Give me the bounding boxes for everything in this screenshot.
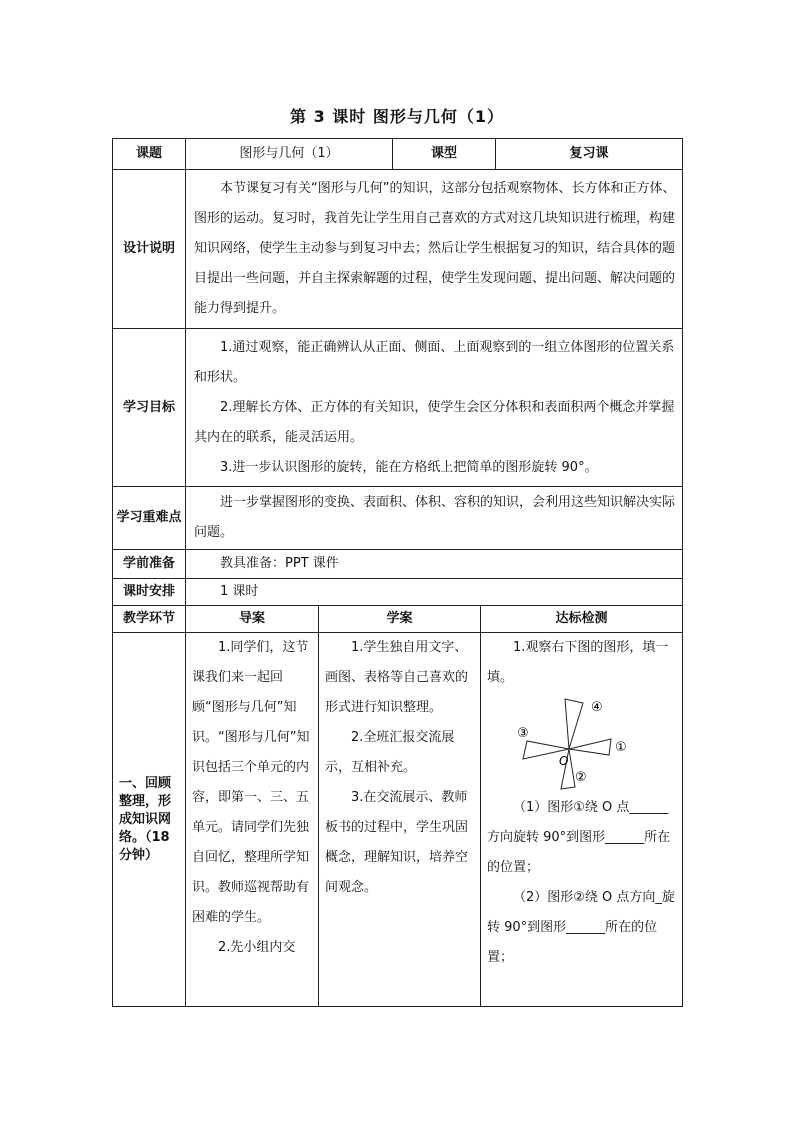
section1-check-q2: （2）图形②绕 O 点方向_旋转 90°到图形______所在的位置； — [487, 890, 675, 965]
section1-guide-1: 1.同学们，这节课我们来一起回顾“图形与几何”知识。“图形与几何”知识包括三个单元的内容，即第一、三、五单元。请同学们先独自回忆，整理所学知识。教师巡视帮助有困难的学生。 — [192, 640, 310, 925]
goals-label: 学习目标 — [113, 329, 186, 487]
figure-label-o: O — [559, 754, 569, 768]
figure-shape-4 — [565, 699, 583, 749]
prep-text: 教具准备：PPT 课件 — [220, 556, 339, 571]
figure-shape-1 — [569, 739, 611, 755]
column-check-header: 达标检测 — [481, 606, 683, 633]
prep-label: 学前准备 — [113, 550, 186, 579]
rotation-figure — [481, 693, 682, 793]
section1-stage: 一、回顾整理，形成知识网络。（18分钟） — [113, 633, 186, 1007]
schedule-row — [113, 579, 683, 606]
figure-label-4: ④ — [591, 700, 603, 715]
goal-item-3: 3.进一步认识图形的旋转，能在方格纸上把简单的图形旋转 90°。 — [220, 459, 598, 475]
section1-study-2: 2.全班汇报交流展示，互相补充。 — [325, 730, 455, 775]
design-label: 设计说明 — [113, 170, 186, 329]
section1-guide-2: 2.先小组内交 — [218, 940, 296, 955]
topic-row — [113, 139, 683, 170]
type-label: 课型 — [393, 139, 496, 170]
column-stage-header: 教学环节 — [113, 606, 186, 633]
topic-label: 课题 — [113, 139, 186, 170]
design-text: 本节课复习有关“图形与几何”的知识，这部分包括观察物体、长方体和正方体、图形的运动。复习时，我首先让学生用自己喜欢的方式对这几块知识进行梳理，构建知识网络，使学生主动参与到复习中去；然后让学生根据复习的知识，结合具体的题目提出一些问题，并自主探索解题的过程，使学生发现问题、提出问题、解决问题的能力得到提升。 — [194, 181, 676, 316]
keypoints-label: 学习重难点 — [113, 487, 186, 550]
section1-study-1: 1.学生独自用文字、画图、表格等自己喜欢的形式进行知识整理。 — [325, 640, 469, 715]
figure-label-1: ① — [615, 740, 627, 755]
keypoints-text: 进一步掌握图形的变换、表面积、体积、容积的知识，会利用这些知识解决实际问题。 — [194, 495, 676, 540]
page-title: 第 3 课时 图形与几何（1） — [290, 107, 504, 126]
topic-value: 图形与几何（1） — [186, 139, 393, 170]
figure-label-2: ② — [575, 770, 587, 785]
section1-study-3: 3.在交流展示、教师板书的过程中，学生巩固概念，理解知识，培养空间观念。 — [325, 790, 469, 895]
keypoints-row — [113, 487, 683, 550]
columns-header-row — [113, 606, 683, 633]
goal-item-1: 1.通过观察，能正确辨认从正面、侧面、上面观察到的一组立体图形的位置关系和形状。 — [194, 339, 675, 385]
lesson-plan-table — [112, 138, 683, 1007]
section1-check-intro: 1.观察右下图的图形，填一填。 — [487, 640, 669, 685]
rotation-figure-svg — [511, 695, 641, 795]
goal-item-2: 2.理解长方体、正方体的有关知识，使学生会区分体积和表面积两个概念并掌握其内在的联系，能灵活运用。 — [194, 399, 675, 445]
column-study-header: 学案 — [319, 606, 481, 633]
column-guide-header: 导案 — [186, 606, 319, 633]
figure-label-3: ③ — [517, 726, 529, 741]
design-row — [113, 170, 683, 329]
section1-row — [113, 633, 683, 1007]
schedule-label: 课时安排 — [113, 579, 186, 606]
goals-row — [113, 329, 683, 487]
section1-check-q1: （1）图形①绕 O 点______方向旋转 90°到图形______所在的位置； — [487, 800, 671, 875]
prep-row — [113, 550, 683, 579]
schedule-text: 1 课时 — [220, 584, 259, 599]
type-value: 复习课 — [496, 139, 683, 170]
